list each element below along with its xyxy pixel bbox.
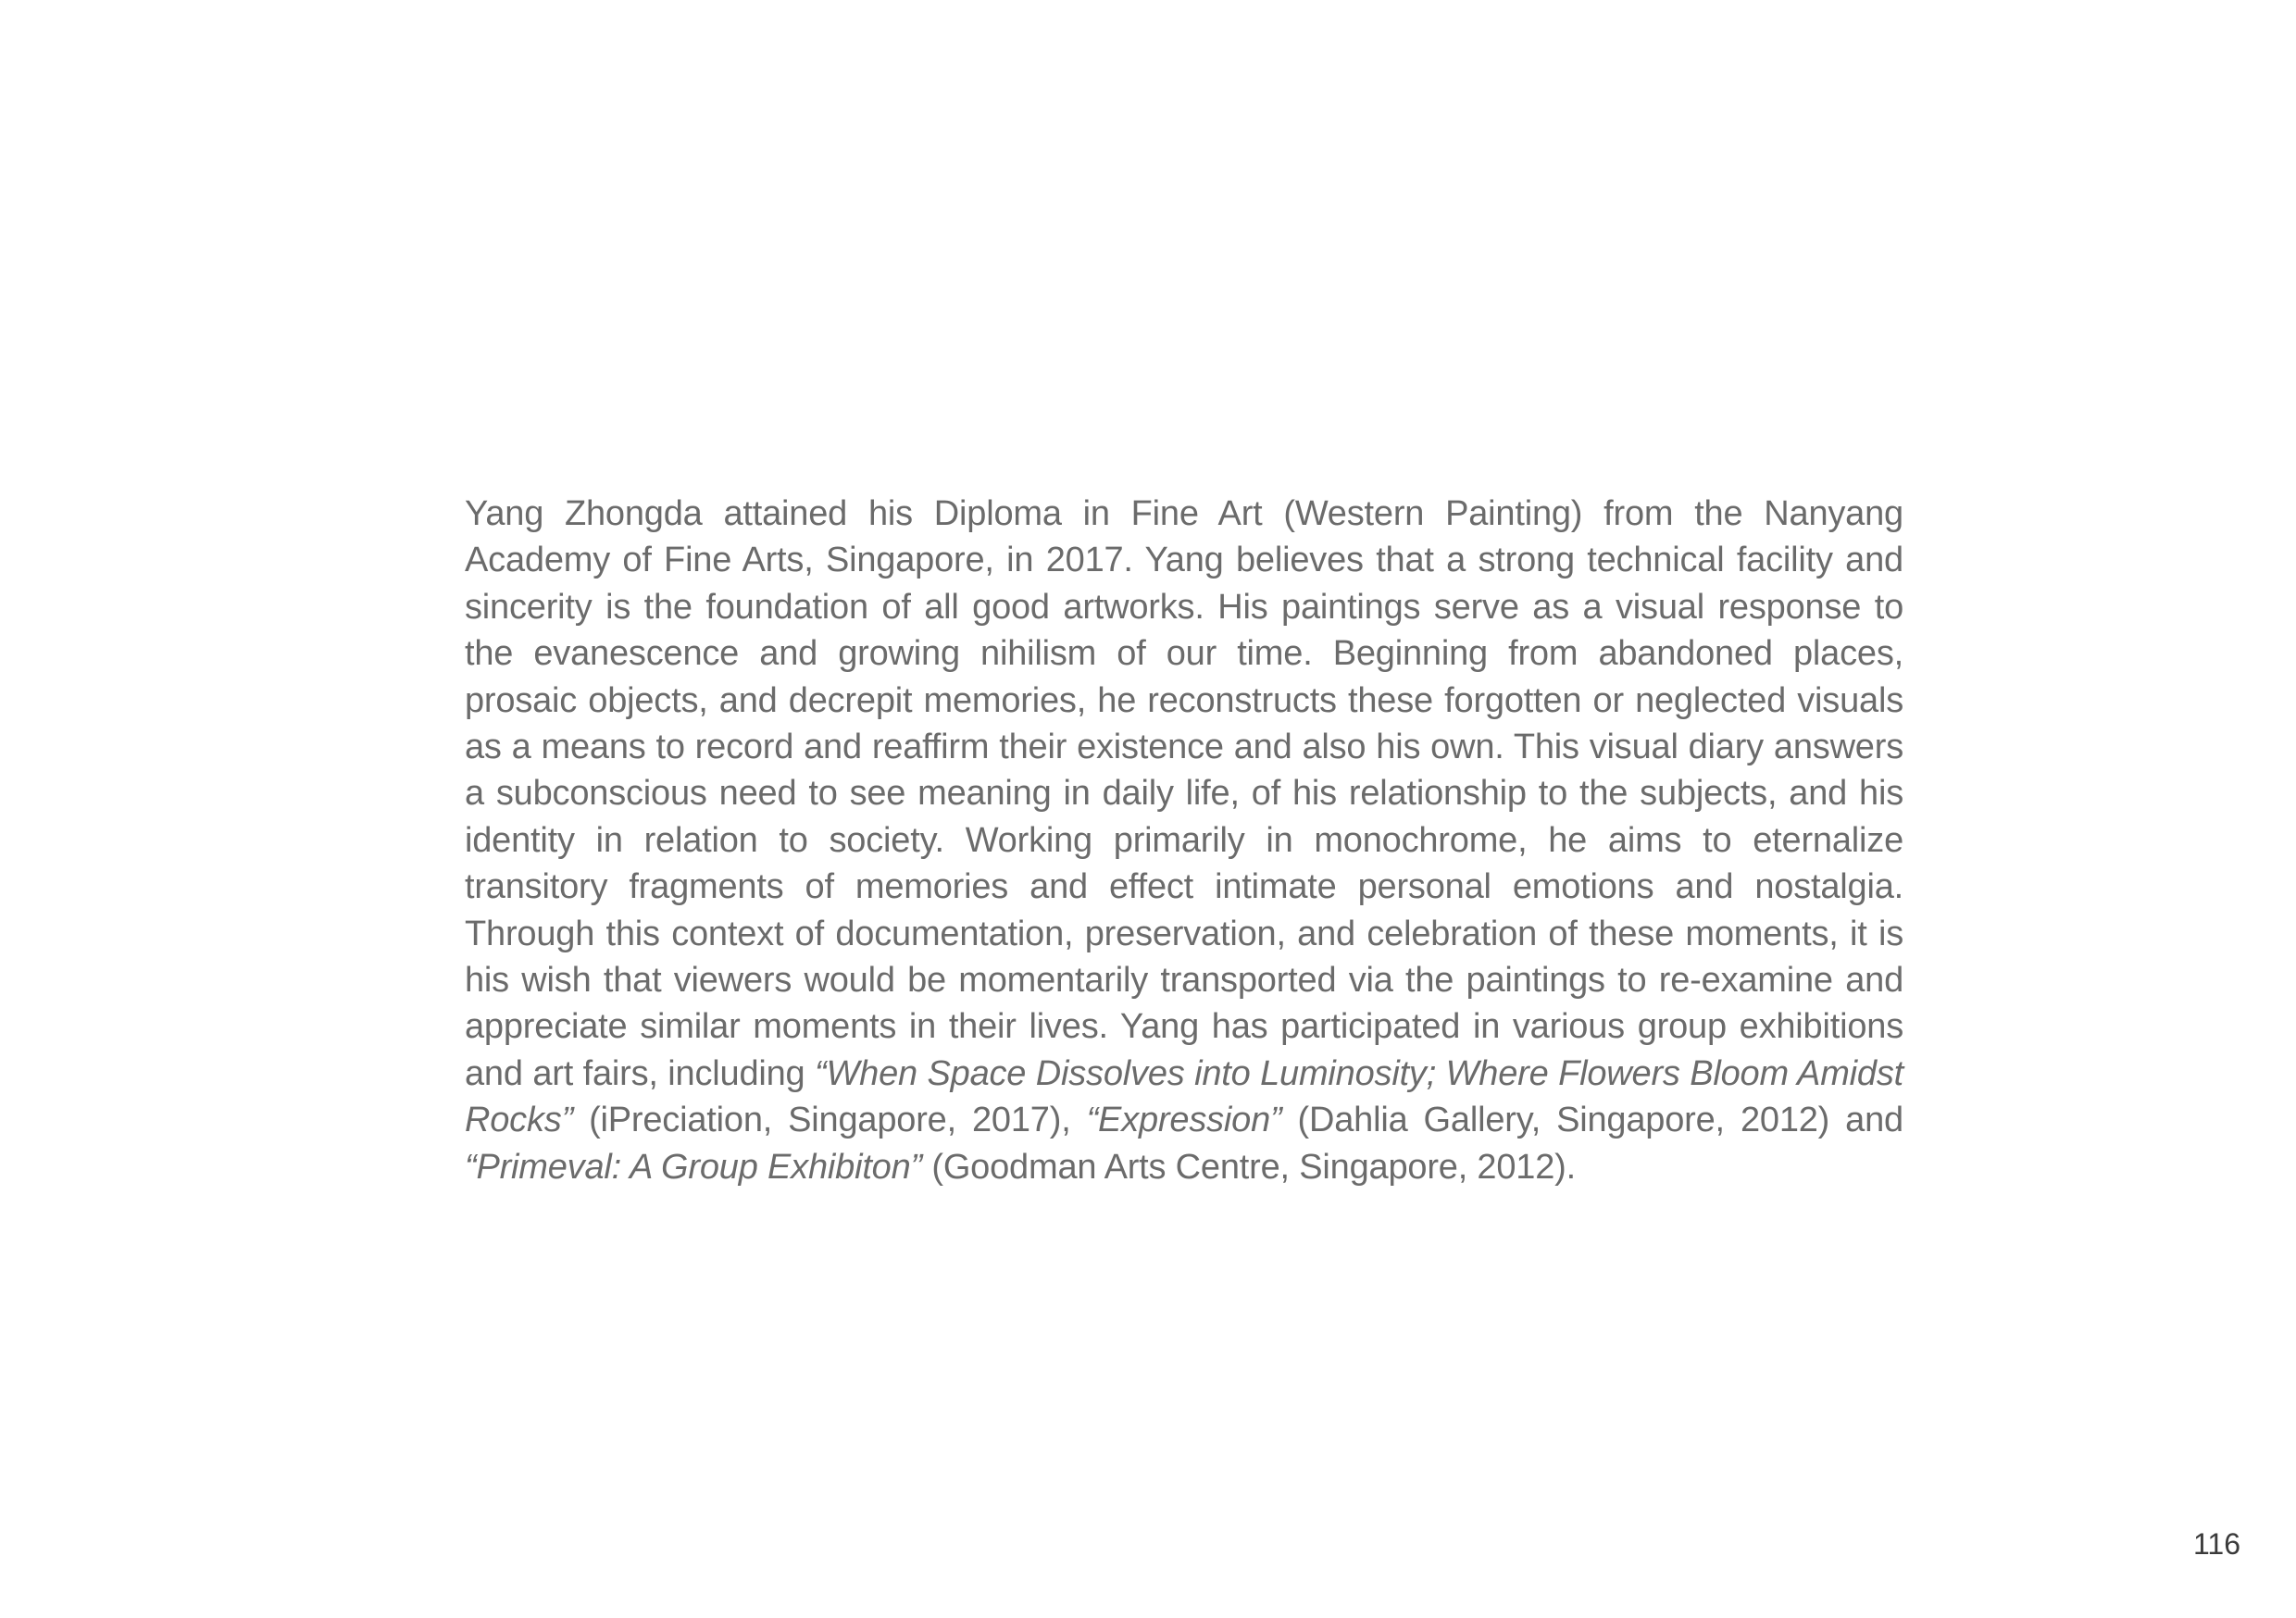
exhibition-title-primeval: “Primeval: A Group Exhibiton”: [465, 1147, 923, 1187]
exhibition-title-expression: “Expression”: [1086, 1101, 1282, 1140]
biography-text: Yang Zhongda attained his Diploma in Fine Art (Western Painting) from the Nanyang Academy of Fine Arts, Singapore, in 2017. Yang believes that a strong technical facility and sincerity is the foundation of all good artworks. His paintings serve as a visual response to the evanescence and growing nihilism of our time. Beginning from abandoned places, prosaic objects, and decrepit memories, he reconstructs these forgotten or neglected visuals as a means to record and reaffirm their existence and also his own. This visual diary answers a subconscious need to see meaning in daily life, of his relationship to the subjects, and his identity in relation to society. Working primarily in monochrome, he aims to eternalize transitory fragments of memories and effect intimate personal emotions and nostalgia. Through this context of documentation, preservation, and celebration of these moments, it is his wish that viewers would be momentarily transported via the paintings to re-examine and appreciate similar moments in their lives. Yang has participated in various group exhibitions and art fairs, including: [465, 494, 1903, 1093]
exhibition-details-dahlia: (Dahlia Gallery, Singapore, 2012) and: [1281, 1101, 1903, 1140]
exhibition-details-goodman: (Goodman Arts Centre, Singapore, 2012).: [922, 1147, 1576, 1187]
page-number: 116: [2192, 1527, 2240, 1561]
artist-biography-paragraph: [465, 491, 1903, 1190]
exhibition-details-ipreciation: (iPreciation, Singapore, 2017),: [573, 1101, 1087, 1140]
exhibition-title-when-space-dissolves: “When Space Dissolves into Luminosity; Where Flowers Bloom Amidst Rocks”: [465, 1053, 1903, 1140]
